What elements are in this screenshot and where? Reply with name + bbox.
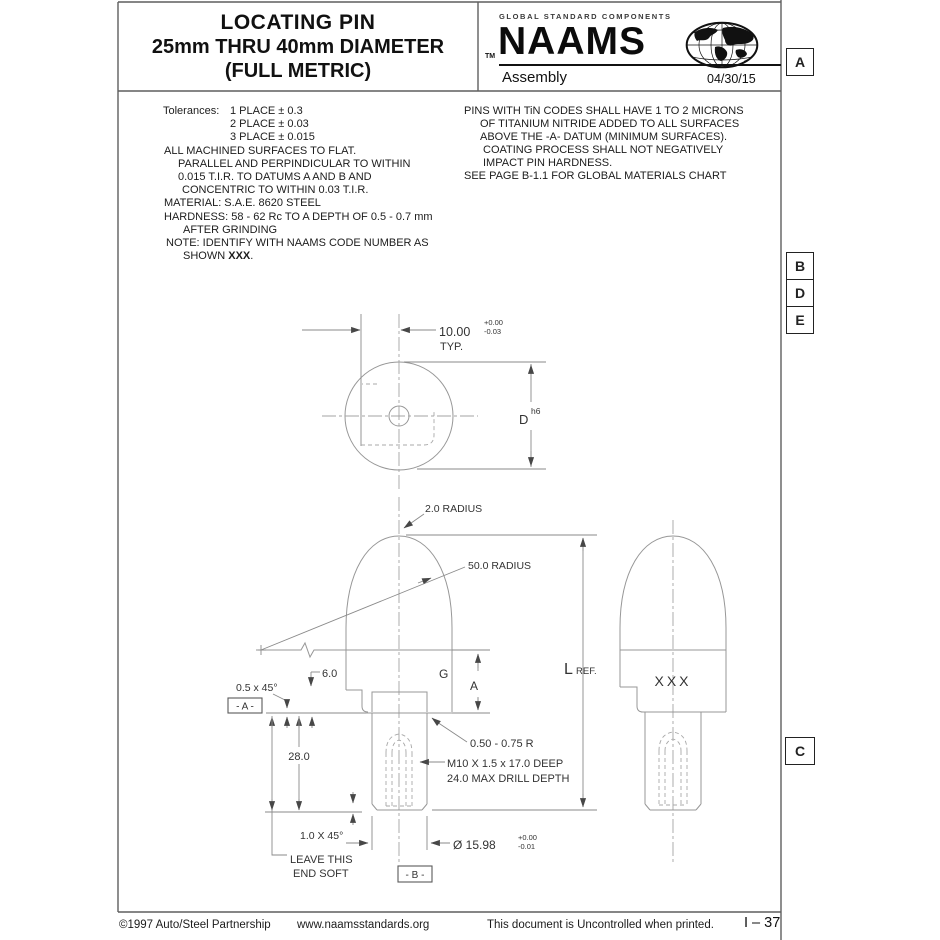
dim-diameter-fit: h6	[531, 406, 541, 416]
note-line	[163, 105, 433, 118]
brand-underline	[499, 64, 781, 66]
dim-thread-length: 28.0	[288, 751, 310, 763]
dim-top-chamfer: 0.5 x 45°	[236, 682, 278, 694]
note-line: 0.015 T.I.R. TO DATUMS A AND B AND	[178, 171, 372, 184]
footer-uncontrolled-note: This document is Uncontrolled when printed.	[487, 919, 714, 931]
code-placeholder: XXX	[228, 250, 251, 263]
note-soft-1: LEAVE THIS	[290, 854, 353, 866]
dim-thread-spec-2: 24.0 MAX DRILL DEPTH	[447, 773, 570, 785]
note-line: AFTER GRINDING	[183, 223, 278, 236]
note-line	[163, 250, 433, 263]
a-label: A	[469, 679, 479, 693]
trademark-symbol: TM	[485, 53, 496, 60]
footer-copyright: ©1997 Auto/Steel Partnership	[119, 919, 271, 931]
hardness-note: HARDNESS: 58 - 62 Rc TO A DEPTH OF 0.5 - 0.7 mm	[164, 210, 433, 223]
dim-offset-tol-minus: -0.03	[484, 327, 502, 336]
brand-tagline: GLOBAL STANDARD COMPONENTS	[499, 12, 672, 21]
note-line: ABOVE THE -A- DATUM (MINIMUM SURFACES).	[480, 130, 728, 143]
dim-bottom-chamfer: 1.0 X 45°	[300, 830, 344, 842]
dim-shank-dia-tol-minus: -0.01	[518, 842, 536, 851]
note-line: PARALLEL AND PERPINDICULAR TO WITHIN	[178, 157, 411, 170]
globe-icon	[685, 21, 759, 69]
footer-website: www.naamsstandards.org	[297, 919, 430, 931]
page-title-line3: (FULL METRIC)	[224, 60, 372, 83]
note-text: .	[250, 250, 254, 263]
dim-shank-dia: Ø 15.98	[453, 838, 496, 852]
dim-length-ref: REF.	[576, 666, 597, 677]
note-line: CONCENTRIC TO WITHIN 0.03 T.I.R.	[182, 184, 369, 197]
dim-offset: 10.00	[439, 325, 471, 339]
top-view	[302, 314, 546, 492]
page-title-line1: LOCATING PIN	[220, 10, 376, 34]
front-view	[228, 497, 597, 882]
materials-chart-note: SEE PAGE B-1.1 FOR GLOBAL MATERIALS CHART	[464, 169, 727, 182]
zone-label-a: A	[786, 48, 814, 76]
note-line: IMPACT PIN HARDNESS.	[483, 156, 613, 169]
note-text: SHOWN	[183, 250, 229, 263]
dim-base-fillet: 0.50 - 0.75 R	[470, 738, 534, 750]
code-mark: XXX	[654, 673, 692, 689]
note-line: ALL MACHINED SURFACES TO FLAT.	[164, 144, 357, 157]
revision-date: 04/30/15	[707, 72, 756, 86]
tolerance-2: 2 PLACE ± 0.03	[230, 118, 309, 131]
general-notes	[163, 105, 433, 263]
title-block	[118, 2, 478, 91]
dim-offset-tol-plus: +0.00	[484, 318, 503, 327]
page-number: I – 37	[744, 915, 781, 931]
note-soft-2: END SOFT	[293, 868, 349, 880]
brand-subtitle: Assembly	[502, 69, 568, 86]
brand-block	[478, 2, 781, 91]
id-note: NOTE: IDENTIFY WITH NAAMS CODE NUMBER AS	[166, 237, 429, 250]
tolerance-1: 1 PLACE ± 0.3	[230, 105, 303, 117]
dim-step-height: 6.0	[322, 668, 338, 680]
dim-shank-dia-tol-plus: +0.00	[518, 833, 537, 842]
material-note: MATERIAL: S.A.E. 8620 STEEL	[164, 197, 321, 210]
note-line: OF TITANIUM NITRIDE ADDED TO ALL SURFACES	[480, 117, 740, 130]
dim-diameter-letter: D	[519, 412, 529, 427]
dim-nose-radius: 50.0 RADIUS	[468, 560, 532, 572]
dim-length-letter: L	[564, 661, 573, 678]
page-title-line2: 25mm THRU 40mm DIAMETER	[151, 36, 445, 59]
g-label: G	[439, 667, 449, 681]
side-view	[620, 520, 726, 862]
dim-offset-typ: TYP.	[440, 341, 464, 353]
note-line: PINS WITH TiN CODES SHALL HAVE 1 TO 2 MICRONS	[464, 105, 744, 117]
zone-label-e: E	[786, 306, 814, 334]
zone-label-c: C	[785, 737, 815, 765]
note-line: COATING PROCESS SHALL NOT NEGATIVELY	[483, 143, 724, 156]
brand-logo-text: NAAMS	[498, 20, 646, 63]
zone-label-b: B	[786, 252, 814, 280]
tolerances-label: Tolerances:	[163, 105, 220, 117]
coating-notes	[464, 105, 744, 182]
dim-tip-radius: 2.0 RADIUS	[425, 503, 483, 515]
datum-a-flag: - A -	[236, 701, 254, 713]
tolerance-3: 3 PLACE ± 0.015	[230, 131, 315, 144]
dim-thread-spec-1: M10 X 1.5 x 17.0 DEEP	[447, 758, 564, 770]
zone-label-d: D	[786, 279, 814, 307]
datum-b-flag: - B -	[405, 870, 425, 881]
